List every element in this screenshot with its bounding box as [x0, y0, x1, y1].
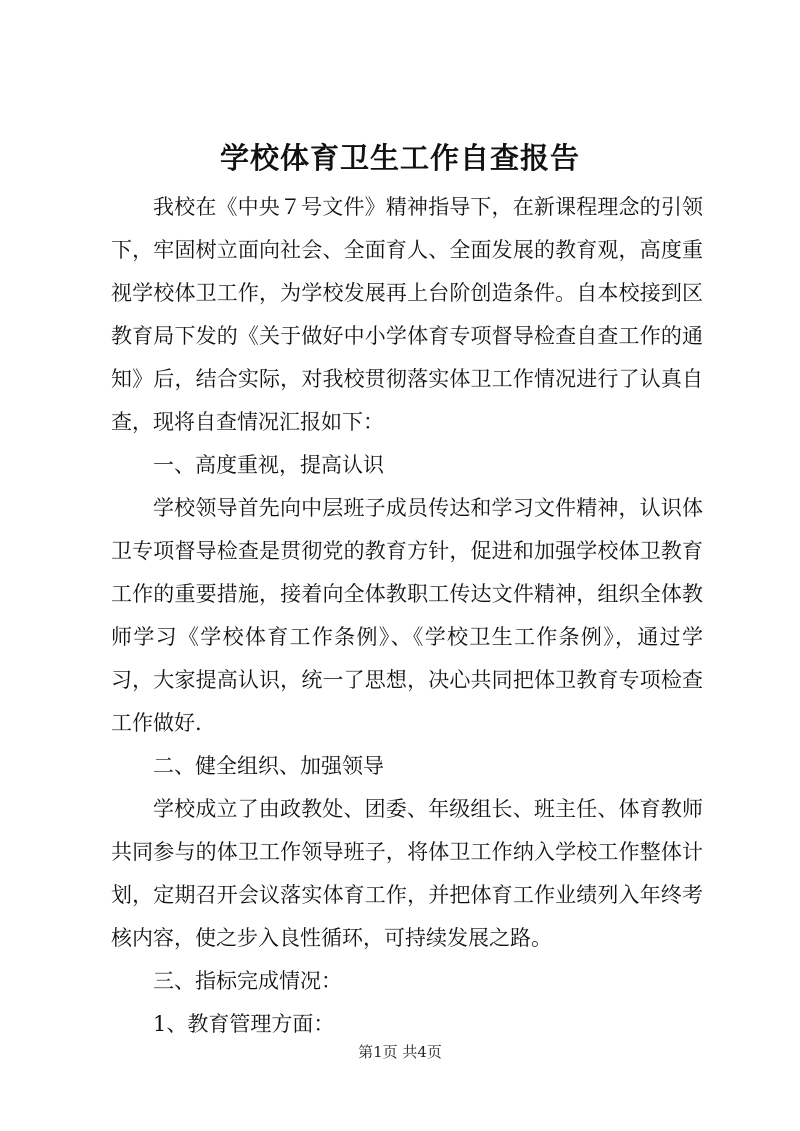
section-heading-2: 二、健全组织、加强领导	[153, 754, 384, 778]
subsection-heading-1: 1、教育管理方面：	[153, 1012, 335, 1036]
intro-paragraph: 我校在《中央７号文件》精神指导下，在新课程理念的引领下，牢固树立面向社会、全面育人、全面发展的教育观，高度重视学校体卫工作，为学校发展再上台阶创造条件。自本校接到区教育局下发的《关于做好中小学体育专项督导检查自查工作的通知》后，结合实际，对我校贯彻落实体卫工作情况进行了认真自查，现将自查情况汇报如下：	[111, 195, 703, 434]
section-2-paragraph: 学校成立了由政教处、团委、年级组长、班主任、体育教师共同参与的体卫工作领导班子，将体卫工作纳入学校工作整体计划，定期召开会议落实体育工作，并把体育工作业绩列入年终考核内容，使之步入良性循环，可持续发展之路。	[111, 797, 703, 950]
section-heading-1: 一、高度重视，提高认识	[153, 453, 384, 477]
document-title: 学校体育卫生工作自查报告	[219, 141, 580, 175]
page-number-footer: 第1页 共4页	[358, 1043, 442, 1061]
section-1-paragraph: 学校领导首先向中层班子成员传达和学习文件精神，认识体卫专项督导检查是贯彻党的教育方针，促进和加强学校体卫教育工作的重要措施，接着向全体教职工传达文件精神，组织全体教师学习《学校体育工作条例》、《学校卫生工作条例》，通过学习，大家提高认识，统一了思想，决心共同把体卫教育专项检查工作做好.	[111, 496, 703, 735]
document-body	[111, 186, 703, 1046]
section-heading-3: 三、指标完成情况：	[153, 969, 342, 993]
